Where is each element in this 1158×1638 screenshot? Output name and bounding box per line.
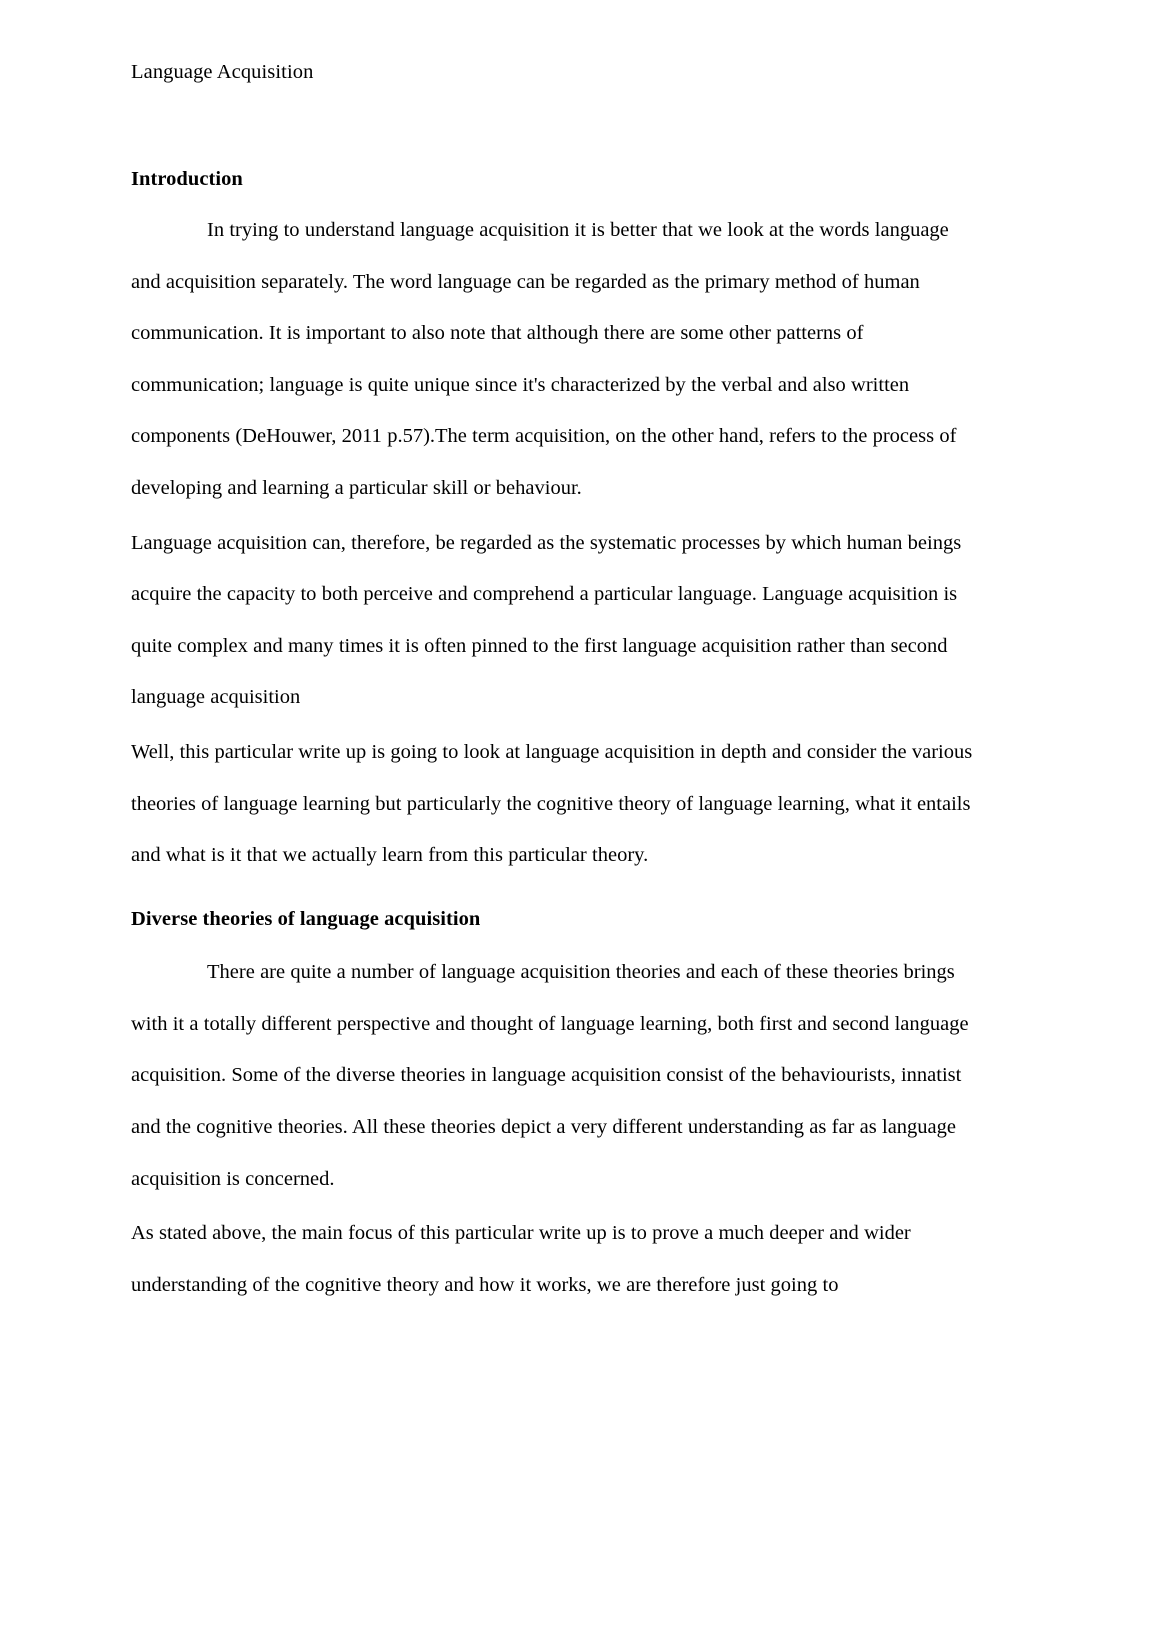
heading-paragraph-gap (131, 189, 977, 205)
section-heading-diverse-theories: Diverse theories of language acquisition (131, 907, 481, 930)
header-spacer (131, 83, 977, 169)
body-paragraph: There are quite a number of language acquisition theories and each of these theories brings with it a totally different perspective and thought of language learning, both first and second language acquisition. Some of the diverse theories in language acquisition consist of the behaviourists, innatist and the cognitive theories. All these theories depict a very different understanding as far as language acquisition is concerned. (131, 961, 969, 1190)
running-head: Language Acquisition (131, 61, 314, 83)
body-paragraph: Well, this particular write up is going to look at language acquisition in depth and consider the various theories of language learning but particularly the cognitive theory of language learning, what it entails and what is it that we actually learn from this particular theory. (131, 740, 973, 867)
page-content (131, 62, 977, 1311)
section-heading-introduction: Introduction (131, 167, 243, 190)
body-paragraph: In trying to understand language acquisition it is better that we look at the words language and acquisition separately. The word language can be regarded as the primary method of human communication. It is important to also note that although there are some other patterns of communication; language is quite unique since it's characterized by the verbal and also written components (DeHouwer, 2011 p.57).The term acquisition, on the other hand, refers to the process of developing and learning a particular skill or behaviour. (131, 219, 957, 499)
body-paragraph: As stated above, the main focus of this particular write up is to prove a much deeper and wider understanding of the cognitive theory and how it works, we are therefore just going to (131, 1222, 911, 1296)
section-gap (131, 882, 977, 909)
body-paragraph: Language acquisition can, therefore, be regarded as the systematic processes by which human beings acquire the capacity to both perceive and comprehend a particular language. Language acquisition is quite complex and many times it is often pinned to the first language acquisition rather than second language acquisition (131, 531, 962, 709)
heading-paragraph-gap (131, 929, 977, 947)
